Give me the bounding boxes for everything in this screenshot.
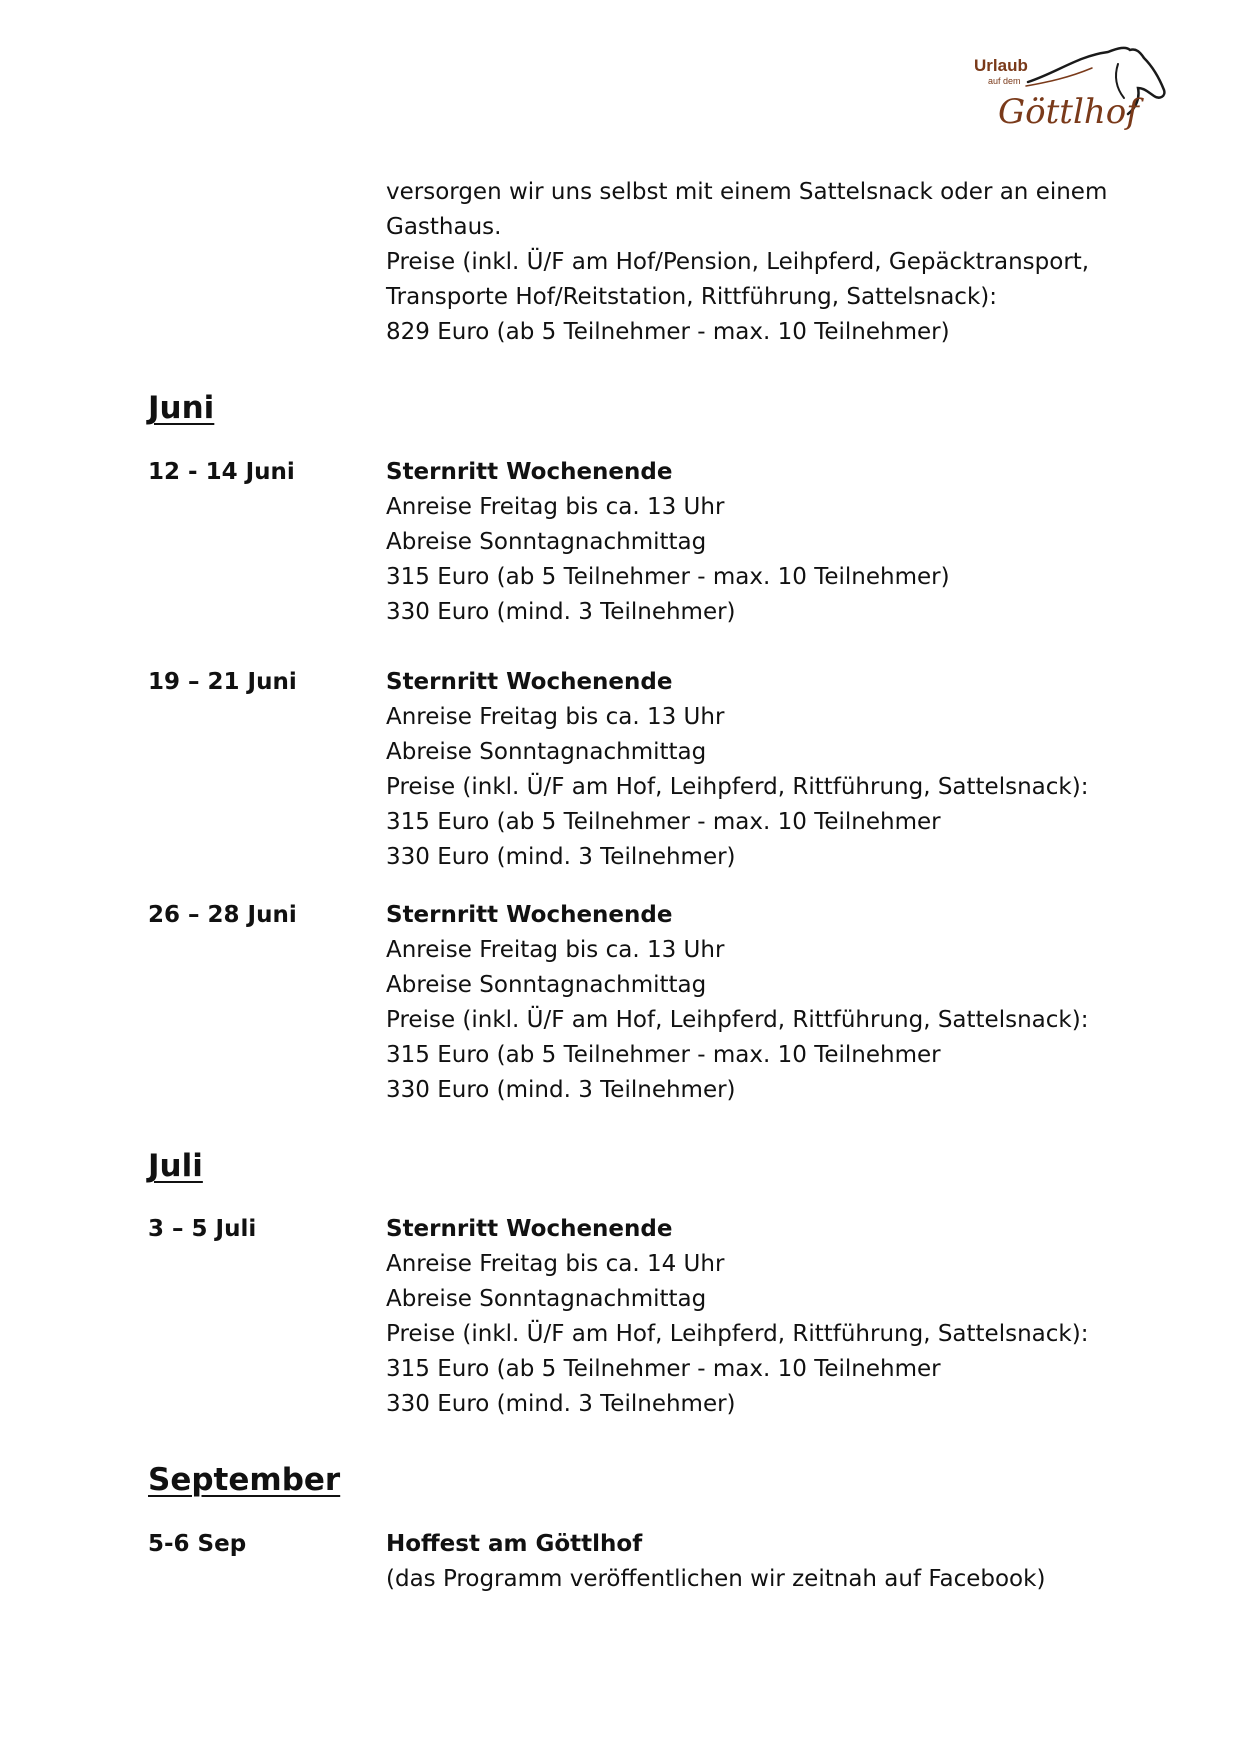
event-title: Sternritt Wochenende: [386, 1216, 673, 1242]
event-line: Preise (inkl. Ü/F am Hof, Leihpferd, Rittführung, Sattelsnack):: [386, 1321, 1089, 1347]
event-date: 26 – 28 Juni: [148, 902, 297, 928]
logo: [968, 42, 1168, 134]
event-line: Preise (inkl. Ü/F am Hof, Leihpferd, Rittführung, Sattelsnack):: [386, 1007, 1089, 1033]
event-date: 5-6 Sep: [148, 1531, 247, 1557]
logo-name-text: Göttlhof: [998, 92, 1139, 132]
event-date: 3 – 5 Juli: [148, 1216, 257, 1242]
event-line: 330 Euro (mind. 3 Teilnehmer): [386, 1391, 736, 1417]
event-line: 315 Euro (ab 5 Teilnehmer - max. 10 Teilnehmer: [386, 1356, 941, 1382]
event-line: 330 Euro (mind. 3 Teilnehmer): [386, 1077, 736, 1103]
event-line: Abreise Sonntagnachmittag: [386, 1286, 707, 1312]
event-line: 315 Euro (ab 5 Teilnehmer - max. 10 Teilnehmer: [386, 1042, 941, 1068]
event-line: Abreise Sonntagnachmittag: [386, 739, 707, 765]
event-line: Anreise Freitag bis ca. 13 Uhr: [386, 494, 725, 520]
event-title: Sternritt Wochenende: [386, 669, 673, 695]
event-line: Abreise Sonntagnachmittag: [386, 972, 707, 998]
event-line: Preise (inkl. Ü/F am Hof, Leihpferd, Rittführung, Sattelsnack):: [386, 774, 1089, 800]
event-line: 330 Euro (mind. 3 Teilnehmer): [386, 844, 736, 870]
event-line: 315 Euro (ab 5 Teilnehmer - max. 10 Teilnehmer): [386, 564, 950, 590]
event-title: Sternritt Wochenende: [386, 902, 673, 928]
intro-line: Preise (inkl. Ü/F am Hof/Pension, Leihpferd, Gepäcktransport,: [386, 249, 1090, 275]
intro-line: Transporte Hof/Reitstation, Rittführung, Sattelsnack):: [386, 284, 997, 310]
event-title: Sternritt Wochenende: [386, 459, 673, 485]
event-line: (das Programm veröffentlichen wir zeitnah auf Facebook): [386, 1566, 1046, 1592]
logo-urlaub-text: Urlaub: [974, 56, 1028, 75]
event-title: Hoffest am Göttlhof: [386, 1531, 643, 1557]
intro-line: versorgen wir uns selbst mit einem Sattelsnack oder an einem: [386, 179, 1108, 205]
event-date: 19 – 21 Juni: [148, 669, 297, 695]
section-heading-juni: Juni: [148, 390, 215, 426]
event-line: Anreise Freitag bis ca. 14 Uhr: [386, 1251, 725, 1277]
event-date: 12 - 14 Juni: [148, 459, 295, 485]
event-line: Anreise Freitag bis ca. 13 Uhr: [386, 704, 725, 730]
intro-line: 829 Euro (ab 5 Teilnehmer - max. 10 Teilnehmer): [386, 319, 950, 345]
event-line: 330 Euro (mind. 3 Teilnehmer): [386, 599, 736, 625]
logo-auf-dem-text: auf dem: [988, 76, 1021, 86]
event-line: Abreise Sonntagnachmittag: [386, 529, 707, 555]
event-line: 315 Euro (ab 5 Teilnehmer - max. 10 Teilnehmer: [386, 809, 941, 835]
intro-line: Gasthaus.: [386, 214, 502, 240]
section-heading-september: September: [148, 1462, 341, 1498]
section-heading-juli: Juli: [148, 1148, 203, 1184]
event-line: Anreise Freitag bis ca. 13 Uhr: [386, 937, 725, 963]
